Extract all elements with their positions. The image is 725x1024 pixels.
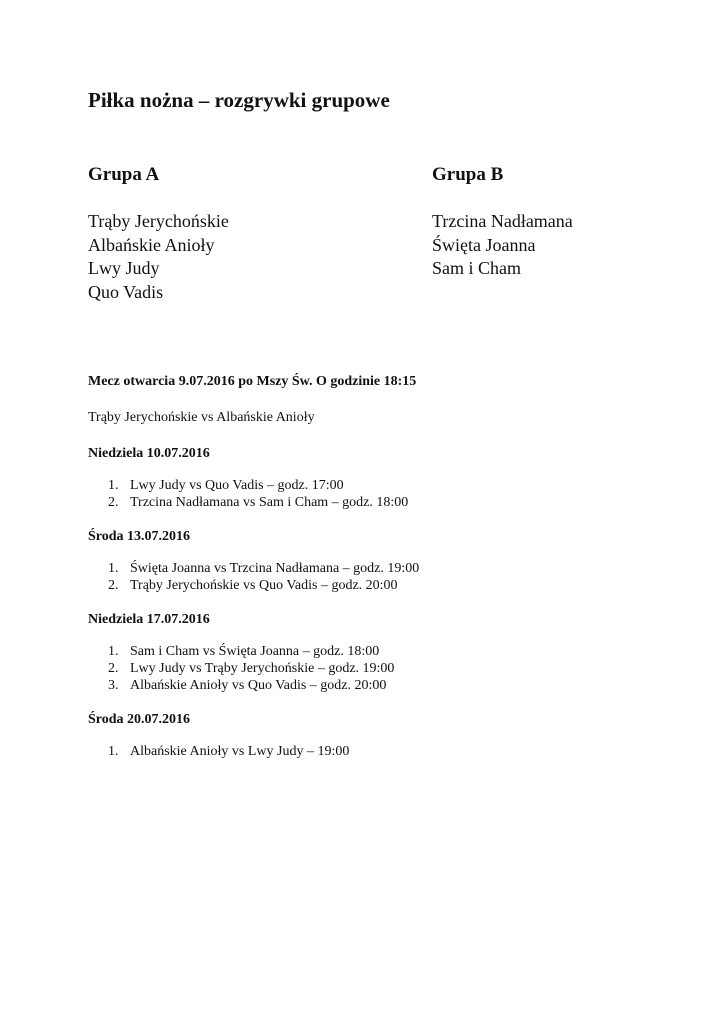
team-name: Trzcina Nadłamana bbox=[432, 211, 573, 231]
match-item bbox=[88, 743, 648, 760]
match-text: Albańskie Anioły vs Lwy Judy – 19:00 bbox=[130, 744, 350, 759]
match-day bbox=[88, 527, 648, 594]
match-text: Albańskie Anioły vs Quo Vadis – godz. 20:00 bbox=[130, 678, 387, 693]
match-number: 1. bbox=[108, 561, 119, 576]
match-item bbox=[88, 494, 648, 511]
group-heading: Grupa B bbox=[432, 164, 504, 185]
match-item bbox=[88, 577, 648, 594]
team-name: Sam i Cham bbox=[432, 258, 521, 278]
match-text: Trąby Jerychońskie vs Quo Vadis – godz. 20:00 bbox=[130, 578, 398, 593]
match-number: 1. bbox=[108, 478, 119, 493]
match-item bbox=[88, 660, 648, 677]
match-text: Święta Joanna vs Trzcina Nadłamana – godz. 19:00 bbox=[130, 561, 420, 576]
group-heading: Grupa A bbox=[88, 164, 160, 185]
match-list bbox=[88, 643, 648, 694]
day-heading: Niedziela 17.07.2016 bbox=[88, 612, 210, 627]
opening-match: Trąby Jerychońskie vs Albańskie Anioły bbox=[88, 410, 315, 425]
team-name: Lwy Judy bbox=[88, 258, 160, 278]
match-list bbox=[88, 560, 648, 594]
match-text: Lwy Judy vs Trąby Jerychońskie – godz. 19:00 bbox=[130, 661, 395, 676]
team-name: Święta Joanna bbox=[432, 234, 536, 255]
day-heading: Środa 13.07.2016 bbox=[88, 529, 191, 544]
page-title: Piłka nożna – rozgrywki grupowe bbox=[88, 88, 390, 112]
match-number: 1. bbox=[108, 644, 119, 659]
match-text: Sam i Cham vs Święta Joanna – godz. 18:00 bbox=[130, 644, 380, 659]
opening-match-heading: Mecz otwarcia 9.07.2016 po Mszy Św. O godzinie 18:15 bbox=[88, 374, 417, 389]
day-heading: Niedziela 10.07.2016 bbox=[88, 446, 210, 461]
match-day bbox=[88, 710, 648, 760]
match-schedule bbox=[88, 372, 648, 776]
team-name: Albańskie Anioły bbox=[88, 234, 215, 255]
match-list bbox=[88, 743, 648, 760]
match-item bbox=[88, 677, 648, 694]
match-number: 2. bbox=[108, 578, 119, 593]
match-item bbox=[88, 477, 648, 494]
match-number: 3. bbox=[108, 678, 119, 693]
match-item bbox=[88, 643, 648, 660]
match-day bbox=[88, 610, 648, 694]
match-number: 2. bbox=[108, 495, 119, 510]
match-item bbox=[88, 560, 648, 577]
match-day bbox=[88, 444, 648, 511]
match-number: 1. bbox=[108, 744, 119, 759]
group-a bbox=[88, 164, 229, 304]
match-text: Lwy Judy vs Quo Vadis – godz. 17:00 bbox=[130, 478, 344, 493]
team-name: Quo Vadis bbox=[88, 281, 164, 302]
day-heading: Środa 20.07.2016 bbox=[88, 712, 191, 727]
match-text: Trzcina Nadłamana vs Sam i Cham – godz. 18:00 bbox=[130, 495, 409, 510]
group-b bbox=[432, 164, 573, 281]
team-name: Trąby Jerychońskie bbox=[88, 211, 229, 231]
match-list bbox=[88, 477, 648, 511]
match-number: 2. bbox=[108, 661, 119, 676]
